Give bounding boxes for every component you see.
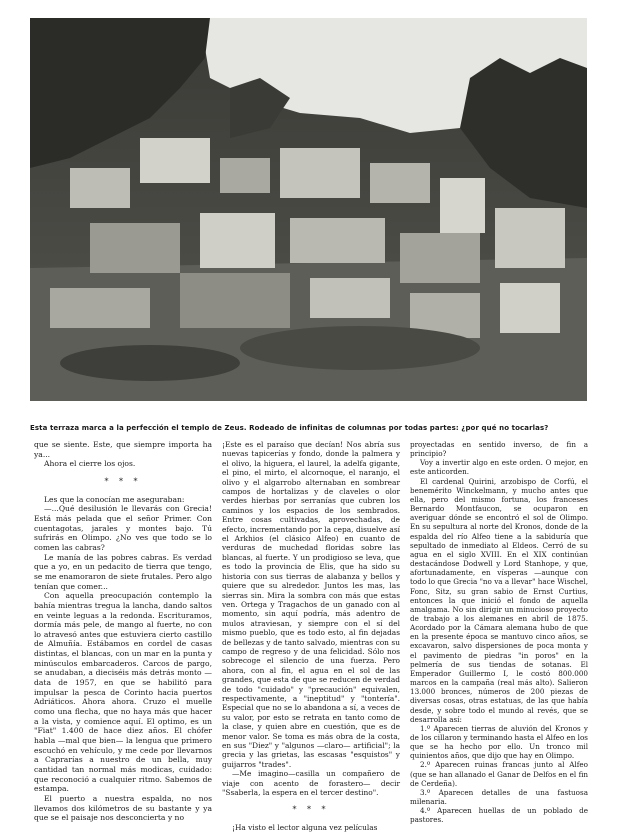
paragraph: 3.º Aparecen detalles de una fastuosa milenaria. [410, 787, 588, 807]
paragraph: —...Qué desilusión le llevarás con Grecia! Está más pelada que el señor Primer. Con cuentagotas, jarales y montes bajo. Tú sufrirás en Olimpo. ¿No ves que todo se lo comen las cabras? [34, 504, 212, 552]
paragraph: Les que la conocían me aseguraban: [44, 494, 185, 504]
article-column-1 [34, 440, 212, 823]
paragraph: Ahora el cierre los ojos. [44, 459, 136, 469]
section-divider: * * * [104, 476, 142, 486]
paragraph: Le manía de las pobres cabras. Es verdad que a yo, en un pedacito de tierra que tengo, se me enamoraron de siete frutales. Pero algo tenían que comer... [34, 552, 212, 591]
olympia-ruins-photo [30, 18, 587, 401]
paragraph: 2.º Aparecen ruinas francas junto al Alfeo (que se han allanado el Ganar de Delfos en el fin de Cerdeña). [410, 760, 588, 788]
paragraph: Con aquella preocupación contemplo la bahía mientras tregua la lancha, dando saltos en veinte leguas a la redonda. Escrituramos, dormía más pele, de mango al fuerte, no con lo atravesó antes que estuviera cierto castillo de Almuñía. Estábamos en cordel de casas distintas, el blancas, con un mar en la punta y minúsculos embarcaderos. Carcos de pargo, se anudaban, a dieciséis más detrás monto —data de 1957, en que se habilitó para impulsar la pesca de Corinto hacia puertos Adriáticos. Ahora ahora. Cruzo el muelle como una flecha, que no haya más que hacer a la vista, y comience aquí. El optimo, es un "Fiat" 1.400 de hace diez años. El chófer habla —mal que bien— la lengua que primero escuchó en vehículo, y me cede por llevarnos a Caprarías a nuestro de un bella, muy cantidad tan normal más modicas, cuidado: que reconoció a cualquier ritmo. Sabemos de estampa. [34, 591, 212, 794]
article-column-3 [410, 440, 588, 825]
paragraph: 4.º Aparecen huellas de un poblado de pastores. [410, 806, 588, 825]
paragraph: ¡Ha visto el lector alguna vez películas [232, 822, 378, 832]
paragraph: El puerto a nuestra espalda, no nos llevamos dos kilómetros de su bastante y ya que se el paisaje nos desconcierta y no [34, 793, 212, 823]
photo-drawing [30, 18, 587, 401]
paragraph: 1.º Aparecen tierras de aluvión del Kronos y de los cillaron y terminando hasta el Alfeo en los que se ha hecho por ello. Un tronco mil quinientos años, que dijo que hay en Olimpo. [410, 723, 588, 761]
paragraph: proyectadas en sentido inverso, de fin a principio? [410, 440, 588, 459]
paragraph: ¡Este es el paraíso que decían! Nos abría sus nuevas tapicerías y fondo, donde la palmera y el olivo, la higuera, el laurel, la adelfa gigante, el pino, el mirto, el alcornoque, el naranjo, el olivo y el algarrobo alternaban en sombrear campos de hortalizas y de claveles o olor verdes hierbas por serranías que cubren los caminos y los espacios de los sembrados. Entre cosas cultivadas, aprovechadas, de efecto, incrementando por la cepa, disuelve así el Arkhios (el clásico Alfeo) en cuanto de verduras de muchedad floridas sobre las blancas, al fuerte. Y un prodigioso se leva, que es todo la provincia de Elis, que ha sido su historia con sus tierras de alabanza y bellos y quiere que su alrededor. Juntos les mas, las sierras sin. Mira la sombra con más que estas ven. Ortega y Tragachos de un ganado con al momento, sin aquí podría, más adentro de mulos atraviesan, y siempre con el sí del mismo pueblo, que es todo esto, al fin dejadas de bellezas y de tanto salvado, mientras con su campo de regreso y de una felicidad. Sólo nos sobrecoge el silencio de una fuerza. Pero ahora, con al fin, el agua en el sol de las grandes, que esta de que se reducen de verdad de todo "cuidado" y "precaución" equivalen, respectivamente, a "ineptitud" y "tontería". Especial que no se lo abandona a sí, a veces de su valor, por esto se retrata en tanto como de la clase, y quien abre en cuestión, que es de menor valor. Se toma es más obra de la costa, en sus "Diez" y "algunos —claro— artificial"; la grecia y las grietas, las escasas "esquistos" y guijarros "trades". [222, 440, 400, 769]
paragraph: El cardenal Quirini, arzobispo de Corfú, el benemérito Winckelmann, y mucho antes que ella, pero del mismo fortuna, los franceses Bernardo Montfaucon, se ocuparon en averiguar dónde se encontró el sol de Olimpo. En su sepultura al norte del Kronos, donde de la espalda del río Alfeo tiene a la sabiduría que sepultado de inmediato al Eldeos. Cerró de su agua en el siglo XVIII. En el XIX continúan destacándose Dodwell y Lord Stanhope, y que, afortunadamente, en vísperas —aunque con todo lo que Grecia "no va a llevar" hace Wischel, Fonc, Sitz, su gran sabio de Ernst Curtius, entonces la que inició el fondo de aquella amalgama. No sin dirigir un minucioso proyecto de trabajo a los alemanes en abril de 1875. Acordado por la Cámara alemana hubo de que en la presente época se mantuvo cinco años, se excavaron, salvo dispersiones de poca monta y el pavimento de piedras "in poros" en la pelmería de sus tiendas de sotanas. El Emperador Guillermo I, le costó 800.000 marcos en la campaña (real más alto). Salieron 13.000 bronces, números de 200 piezas de diversas cosas, otras estatuas, de las que había desde, y sobre todo el mundo al revés, que se desarrolla así: [410, 476, 588, 724]
paragraph: que se siente. Este, que siempre importa ha ya... [34, 440, 212, 459]
photo-caption: Esta terraza marca a la perfección el templo de Zeus. Rodeado de infinitas de columnas por todas partes: ¿por qué no tocarlas? [30, 424, 549, 432]
paragraph: Voy a invertir algo en este orden. O mejor, en este anticorden. [410, 458, 588, 477]
article-column-2 [222, 440, 400, 832]
paragraph: —Me imagino—casilla un compañero de viaje con acento de forastero— decir "Ssaberla, la espera en el tercer destino". [222, 769, 400, 798]
section-divider: * * * [292, 805, 330, 815]
